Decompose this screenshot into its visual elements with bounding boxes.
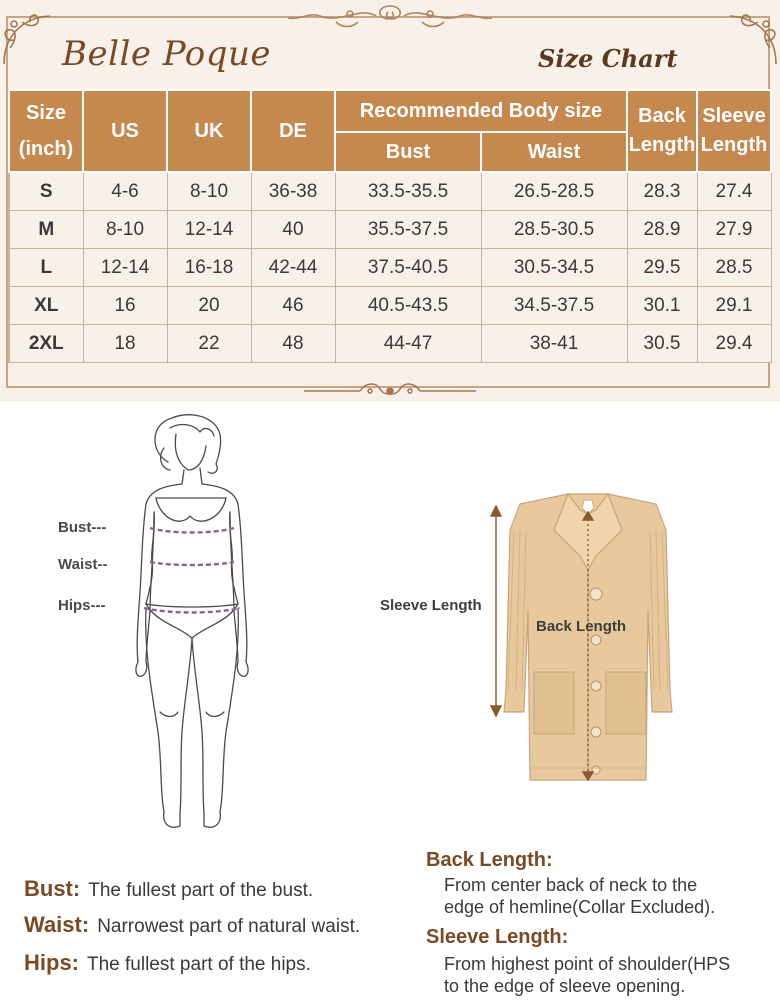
cell-size: S: [9, 172, 83, 211]
cell-waist: 26.5-28.5: [481, 172, 627, 211]
corner-ornament-left-icon: [0, 8, 60, 68]
back-length-term: Back Length:: [426, 849, 553, 871]
cell-us: 4-6: [83, 172, 167, 211]
cell-size: M: [9, 211, 83, 249]
cardigan-figure-icon: [488, 490, 688, 800]
header-sleeve-length: Sleeve Length: [697, 90, 771, 172]
back-length-text-1: From center back of neck to the: [444, 875, 698, 895]
bust-definition: [24, 876, 313, 902]
cell-us: 8-10: [83, 211, 167, 249]
header-us: US: [83, 90, 167, 172]
header-de: DE: [251, 90, 335, 172]
cell-sleeve-length: 27.4: [697, 172, 771, 211]
cell-uk: 12-14: [167, 211, 251, 249]
cell-us: 18: [83, 325, 167, 363]
table-row: [9, 325, 771, 363]
table-row: [9, 211, 771, 249]
sleeve-length-text-2: to the edge of sleeve opening.: [444, 976, 686, 996]
size-chart-panel: [0, 0, 780, 402]
sleeve-length-label: Sleeve Length: [380, 597, 482, 614]
hips-definition: [24, 950, 311, 976]
cell-us: 16: [83, 287, 167, 325]
cell-sleeve-length: 29.1: [697, 287, 771, 325]
waist-term: Waist:: [24, 912, 90, 937]
bust-label: Bust---: [58, 519, 107, 536]
cell-back-length: 29.5: [627, 249, 697, 287]
cell-de: 40: [251, 211, 335, 249]
cell-waist: 30.5-34.5: [481, 249, 627, 287]
cell-de: 36-38: [251, 172, 335, 211]
back-length-text-2: edge of hemline(Collar Excluded).: [444, 897, 716, 917]
cell-bust: 35.5-37.5: [335, 211, 481, 249]
cell-waist: 28.5-30.5: [481, 211, 627, 249]
cell-sleeve-length: 29.4: [697, 325, 771, 363]
cell-uk: 16-18: [167, 249, 251, 287]
hips-term: Hips:: [24, 950, 79, 975]
corner-ornament-right-icon: [720, 8, 780, 68]
header-recommended-body-size: Recommended Body size: [335, 90, 627, 132]
table-row: [9, 287, 771, 325]
size-table: [8, 89, 772, 363]
brand-logo: Belle Poque: [62, 34, 272, 74]
cell-bust: 40.5-43.5: [335, 287, 481, 325]
waist-label: Waist--: [58, 556, 108, 573]
header-uk: UK: [167, 90, 251, 172]
cell-back-length: 30.1: [627, 287, 697, 325]
body-figure-icon: [120, 412, 270, 842]
header-bust: Bust: [335, 132, 481, 172]
bust-term: Bust:: [24, 876, 81, 901]
bottom-ornament-icon: [300, 380, 480, 402]
cell-back-length: 28.3: [627, 172, 697, 211]
cell-bust: 44-47: [335, 325, 481, 363]
waist-definition: [24, 912, 360, 938]
cell-uk: 20: [167, 287, 251, 325]
hips-label: Hips---: [58, 597, 106, 614]
table-row: [9, 172, 771, 211]
cell-waist: 34.5-37.5: [481, 287, 627, 325]
sleeve-length-text-1: From highest point of shoulder(HPS: [444, 954, 731, 974]
bust-text: The fullest part of the bust.: [88, 880, 314, 901]
sleeve-length-term: Sleeve Length:: [426, 926, 569, 948]
cell-size: XL: [9, 287, 83, 325]
cell-de: 48: [251, 325, 335, 363]
cell-size: 2XL: [9, 325, 83, 363]
cell-uk: 22: [167, 325, 251, 363]
cell-bust: 33.5-35.5: [335, 172, 481, 211]
cell-de: 46: [251, 287, 335, 325]
table-row: [9, 249, 771, 287]
header-waist: Waist: [481, 132, 627, 172]
back-length-label: Back Length: [536, 618, 627, 635]
cell-size: L: [9, 249, 83, 287]
cell-back-length: 28.9: [627, 211, 697, 249]
cell-uk: 8-10: [167, 172, 251, 211]
cell-sleeve-length: 28.5: [697, 249, 771, 287]
chart-title: Size Chart: [538, 44, 678, 73]
top-ornament-icon: [280, 2, 500, 32]
hips-text: The fullest part of the hips.: [87, 954, 311, 975]
cell-de: 42-44: [251, 249, 335, 287]
cell-back-length: 30.5: [627, 325, 697, 363]
header-back-length: Back Length: [627, 90, 697, 172]
waist-text: Narrowest part of natural waist.: [97, 916, 361, 937]
cell-bust: 37.5-40.5: [335, 249, 481, 287]
cell-waist: 38-41: [481, 325, 627, 363]
cell-sleeve-length: 27.9: [697, 211, 771, 249]
cell-us: 12-14: [83, 249, 167, 287]
header-size: Size (inch): [9, 90, 83, 172]
